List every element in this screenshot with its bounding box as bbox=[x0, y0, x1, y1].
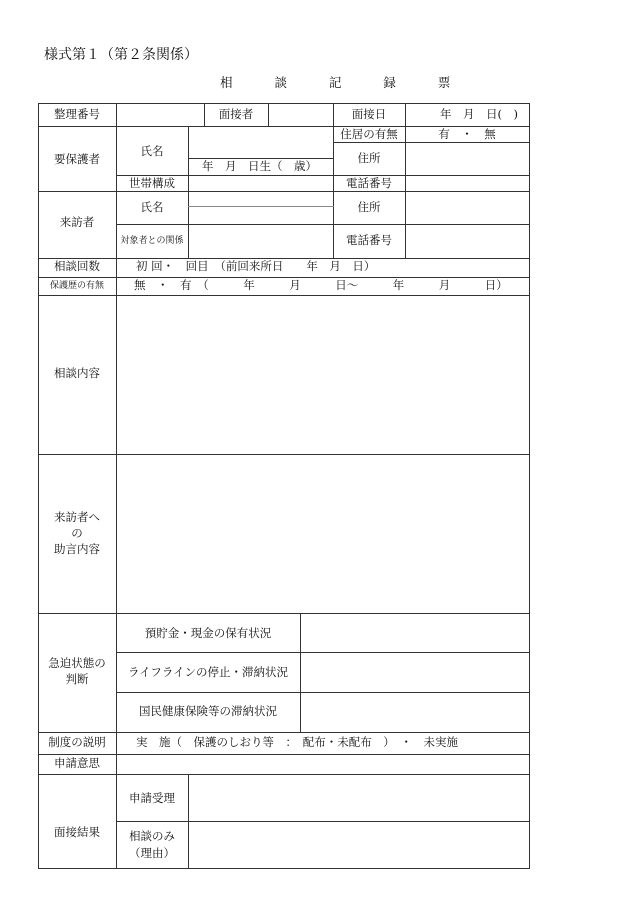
system-explanation-fields: 実 施（ 保護のしおり等 ： 配布・未配布 ） ・ 未実施 bbox=[136, 735, 458, 749]
label-household: 世帯構成 bbox=[129, 176, 175, 190]
label-kyuhaku-line1: 急迫状態の bbox=[48, 656, 106, 670]
label-seiri-bango: 整理番号 bbox=[54, 107, 100, 121]
label-shinsei-ishi: 申請意思 bbox=[54, 756, 100, 770]
item-savings-status: 預貯金・現金の保有状況 bbox=[144, 626, 272, 640]
label-soudan-naiyou: 相談内容 bbox=[54, 366, 100, 380]
label-raihousha-address: 住所 bbox=[357, 200, 381, 214]
label-yohogosha-phone: 電話番号 bbox=[346, 176, 392, 190]
label-jogen-line1: 来訪者へ bbox=[54, 510, 100, 524]
label-mensetsusha: 面接者 bbox=[218, 107, 254, 121]
label-raihousha-phone: 電話番号 bbox=[346, 233, 392, 247]
label-raihousha-name: 氏名 bbox=[140, 200, 164, 214]
item-health-insurance-status: 国民健康保険等の滞納状況 bbox=[139, 704, 277, 718]
consultation-count-fields: 初 回・ 回目 （前回来所日 年 月 日） bbox=[136, 259, 376, 273]
advice-content-area[interactable] bbox=[117, 455, 529, 612]
protection-history-fields: 無 ・ 有 （ 年 月 日～ 年 月 日） bbox=[134, 278, 508, 292]
label-raihousha: 来訪者 bbox=[59, 215, 95, 229]
label-mensetsubi: 面接日 bbox=[351, 107, 387, 121]
form-title: 相 談 記 録 票 bbox=[220, 75, 470, 90]
form-number-header: 様式第１（第２条関係） bbox=[44, 47, 198, 63]
label-jogen-line3: 助言内容 bbox=[54, 542, 100, 556]
label-mensetsu-kekka: 面接結果 bbox=[54, 825, 100, 839]
label-relation: 対象者との関係 bbox=[120, 236, 184, 246]
birth-date-fields: 年 月 日生（ 歳） bbox=[202, 159, 317, 173]
label-hogoreki: 保護歴の有無 bbox=[49, 281, 105, 291]
label-yohogosha-address: 住所 bbox=[357, 151, 381, 165]
label-reason: （理由） bbox=[129, 846, 175, 860]
label-application-accepted: 申請受理 bbox=[129, 791, 175, 805]
residence-options: 有 ・ 無 bbox=[438, 127, 496, 141]
interview-date-fields: 年 月 日( ) bbox=[440, 107, 518, 121]
label-kyuhaku-line2: 判断 bbox=[65, 672, 89, 686]
label-yohogosha: 要保護者 bbox=[54, 152, 100, 166]
label-consultation-only: 相談のみ bbox=[129, 829, 175, 843]
label-seido: 制度の説明 bbox=[48, 735, 106, 749]
consultation-content-area[interactable] bbox=[117, 296, 529, 453]
label-yohogosha-name: 氏名 bbox=[140, 144, 164, 158]
label-soudan-kaisu: 相談回数 bbox=[54, 259, 100, 273]
item-lifeline-status: ライフラインの停止・滞納状況 bbox=[128, 665, 288, 679]
label-residence: 住居の有無 bbox=[340, 127, 398, 141]
label-jogen-line2: の bbox=[71, 526, 83, 540]
